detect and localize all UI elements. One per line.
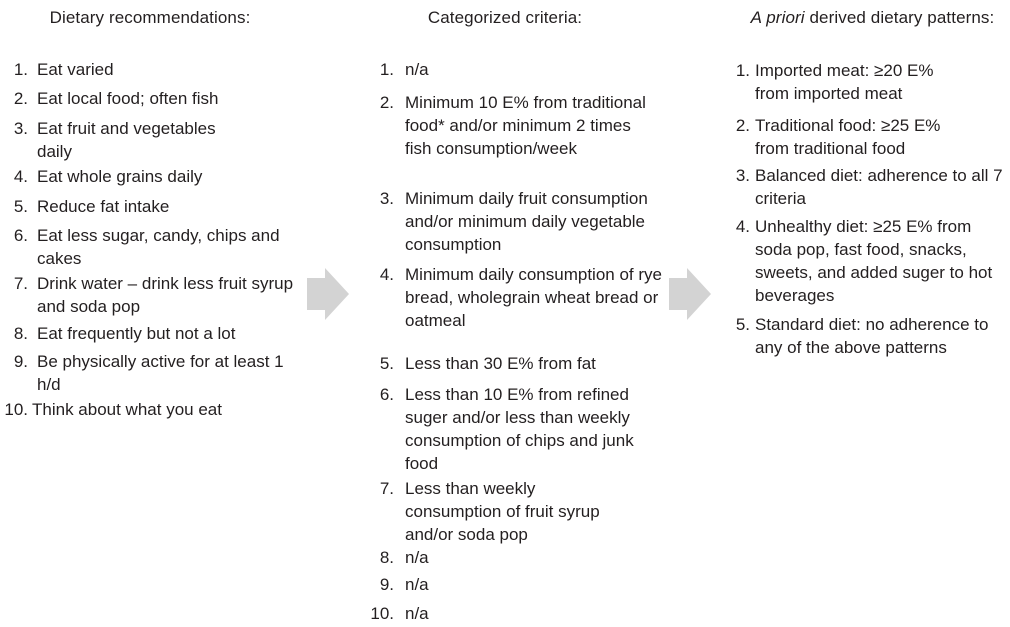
item-number: 2.: [13, 89, 28, 108]
item-text: Think about what you eat: [32, 400, 222, 419]
item-number: 10.: [4, 400, 28, 419]
item-text: Balanced diet: adherence to all 7 criteria: [755, 166, 1003, 208]
item-text: Traditional food: ≥25 E% from traditional food: [755, 116, 941, 158]
item-number: 3.: [735, 166, 750, 185]
item-number: 4.: [379, 265, 394, 284]
item-text: Less than 10 E% from refined suger and/or less than weekly consumption of chips and junk food: [405, 385, 634, 473]
item-text: Eat less sugar, candy, chips and cakes: [37, 226, 280, 268]
item-number: 8.: [13, 324, 28, 343]
arrow-shape: [669, 268, 711, 320]
arrow-right-icon: [305, 266, 351, 322]
item-number: 3.: [379, 189, 394, 208]
column-title-italic: A priori: [750, 8, 805, 27]
item-number: 3.: [13, 119, 28, 138]
item-text: Eat fruit and vegetables daily: [37, 119, 216, 161]
item-number: 6.: [13, 226, 28, 245]
column-title: Categorized criteria:: [427, 8, 583, 27]
item-text: n/a: [405, 60, 429, 79]
item-text: Drink water – drink less fruit syrup and soda pop: [37, 274, 294, 316]
item-number: 9.: [13, 352, 28, 371]
item-text: Minimum daily fruit consumption and/or minimum daily vegetable consumption: [405, 189, 648, 254]
item-text: Eat local food; often fish: [37, 89, 219, 108]
arrow-shape: [307, 268, 349, 320]
item-number: 8.: [379, 548, 394, 567]
item-number: 2.: [379, 93, 394, 112]
item-number: 5.: [735, 315, 750, 334]
item-number: 1.: [13, 60, 28, 79]
item-text: Minimum daily consumption of rye bread, wholegrain wheat bread or oatmeal: [405, 265, 662, 330]
item-number: 2.: [735, 116, 750, 135]
item-text: n/a: [405, 604, 429, 623]
item-number: 5.: [13, 197, 28, 216]
item-number: 1.: [379, 60, 394, 79]
item-number: 10.: [370, 604, 394, 623]
item-number: 7.: [379, 479, 394, 498]
item-text: Standard diet: no adherence to any of the above patterns: [755, 315, 989, 357]
item-number: 5.: [379, 354, 394, 373]
item-text: Less than 30 E% from fat: [405, 354, 596, 373]
item-number: 4.: [735, 217, 750, 236]
item-text: Imported meat: ≥20 E% from imported meat: [755, 61, 934, 103]
item-text: n/a: [405, 548, 429, 567]
column-title: [745, 7, 1000, 28]
item-number: 1.: [735, 61, 750, 80]
column-title-rest: derived dietary patterns:: [809, 8, 995, 27]
item-number: 4.: [13, 167, 28, 186]
item-text: Unhealthy diet: ≥25 E% from soda pop, fast food, snacks, sweets, and added suger to hot beverages: [755, 217, 993, 305]
item-number: 7.: [13, 274, 28, 293]
item-text: Be physically active for at least 1 h/d: [37, 352, 284, 394]
item-number: 9.: [379, 575, 394, 594]
item-text: Less than weekly consumption of fruit syrup and/or soda pop: [405, 479, 600, 544]
item-text: Reduce fat intake: [37, 197, 170, 216]
item-text: Eat whole grains daily: [37, 167, 203, 186]
item-text: Eat frequently but not a lot: [37, 324, 236, 343]
item-text: Eat varied: [37, 60, 114, 79]
item-text: Minimum 10 E% from traditional food* and/or minimum 2 times fish consumption/week: [405, 93, 646, 158]
item-text: n/a: [405, 575, 429, 594]
column-title: Dietary recommendations:: [49, 8, 251, 27]
item-number: 6.: [379, 385, 394, 404]
arrow-right-icon: [667, 266, 713, 322]
